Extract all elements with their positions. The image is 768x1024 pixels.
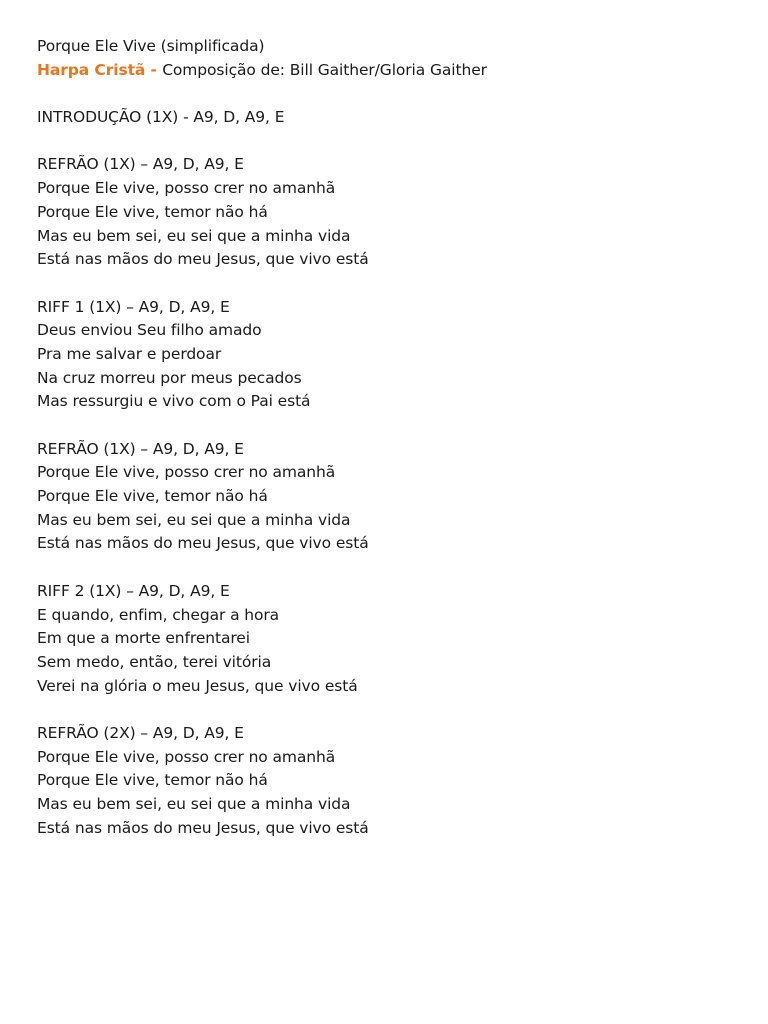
section-riff-2 [37, 580, 737, 698]
lyric-line: Porque Ele vive, posso crer no amanhã [37, 463, 336, 482]
section-riff-1 [37, 296, 737, 414]
lyric-line: Porque Ele vive, posso crer no amanhã [37, 179, 336, 198]
lyric-line: Na cruz morreu por meus pecados [37, 368, 302, 387]
lyric-line: Mas eu bem sei, eu sei que a minha vida [37, 795, 351, 813]
section-refrao-3 [37, 722, 737, 840]
section-heading: REFRÃO (2X) – A9, D, A9, E [37, 723, 244, 742]
section-refrao-1 [37, 153, 737, 271]
composer-credit: Composição de: Bill Gaither/Gloria Gaither [162, 60, 487, 79]
lyric-line: Mas eu bem sei, eu sei que a minha vida [37, 226, 351, 245]
lyric-line: Está nas mãos do meu Jesus, que vivo está [37, 250, 369, 269]
lyric-line: Em que a morte enfrentarei [37, 629, 250, 648]
lyric-line: Mas ressurgiu e vivo com o Pai está [37, 392, 311, 411]
song-title: Porque Ele Vive (simplificada) [37, 37, 265, 55]
lyric-line: Porque Ele vive, temor não há [37, 202, 268, 221]
lyric-line: Está nas mãos do meu Jesus, que vivo está [37, 534, 369, 553]
lyric-line: Pra me salvar e perdoar [37, 344, 222, 363]
section-heading: RIFF 2 (1X) – A9, D, A9, E [37, 581, 230, 600]
lyric-line: E quando, enfim, chegar a hora [37, 605, 280, 624]
intro-heading: INTRODUÇÃO (1X) - A9, D, A9, E [37, 108, 285, 127]
lyric-line: Verei na glória o meu Jesus, que vivo está [37, 676, 358, 695]
document-page [37, 35, 737, 840]
source-label: Harpa Cristã - [37, 60, 163, 79]
source-line [37, 59, 737, 83]
lyric-line: Está nas mãos do meu Jesus, que vivo está [37, 818, 369, 837]
section-heading: REFRÃO (1X) – A9, D, A9, E [37, 155, 244, 174]
lyric-line: Porque Ele vive, temor não há [37, 771, 268, 790]
section-refrao-2 [37, 438, 737, 556]
section-heading: REFRÃO (1X) – A9, D, A9, E [37, 439, 244, 458]
lyric-line: Mas eu bem sei, eu sei que a minha vida [37, 510, 351, 529]
lyric-line: Sem medo, então, terei vitória [37, 652, 272, 671]
lyric-line: Porque Ele vive, posso crer no amanhã [37, 747, 336, 766]
lyric-line: Porque Ele vive, temor não há [37, 487, 268, 506]
lyric-line: Deus enviou Seu filho amado [37, 321, 262, 340]
section-heading: RIFF 1 (1X) – A9, D, A9, E [37, 297, 230, 316]
